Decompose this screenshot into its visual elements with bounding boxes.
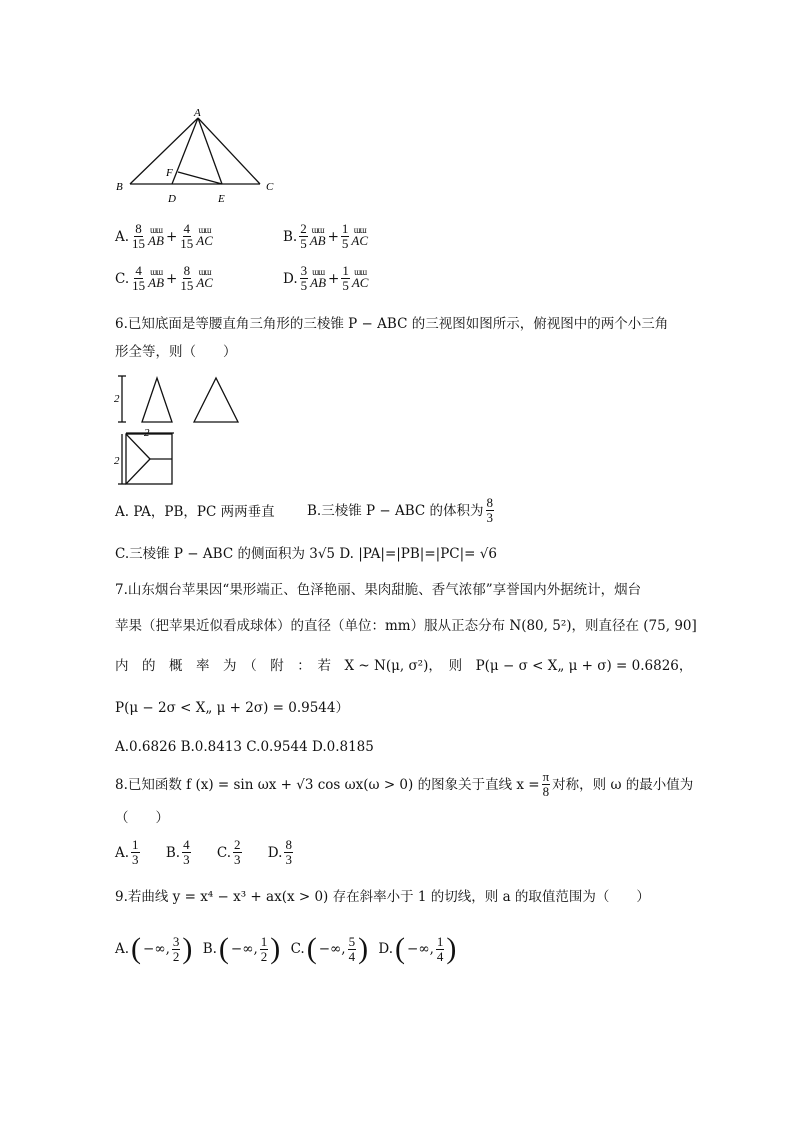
triangle-figure — [112, 106, 282, 206]
dim-height-front: 2 — [114, 393, 120, 405]
q6-stem-line2: 形全等，则（ ） — [115, 344, 237, 360]
label-E: E — [218, 193, 225, 205]
q5-option-a: A. $\frac{8}{15}$ ɯɯ AB + $\frac{4}{15}$ ɯɯ AC — [115, 221, 213, 251]
q8-stem-line1: 8.已知函数 f (x) = sin ωx + √3 cos ωx(ω > 0) 的图象关于直线 x = $\frac{\pi}{8}$ 对称，则 ω 的最小值为 — [115, 769, 694, 799]
q6-option-b: B.三棱锥 P − ABC 的体积为 $\frac{8}{3}$ — [307, 495, 494, 525]
q7-stem-line3: 内 的 概 率 为 （ 附 ： 若 X ~ N(μ, σ²)， 则 P(μ − σ < X„ μ + σ) = 0.6826， — [115, 658, 693, 674]
q7-stem-line1: 7.山东烟台苹果因“果形端正、色泽艳丽、果肉甜脆、香气浓郁”享誉国内外据统计，烟台 — [115, 582, 642, 598]
q7-stem-line4: P(μ − 2σ < X„ μ + 2σ) = 0.9544） — [115, 700, 349, 716]
q5-option-b: B. $\frac{2}{5}$ ɯɯ AB + $\frac{1}{5}$ ɯɯ AC — [283, 221, 369, 251]
q7-stem-line2: 苹果（把苹果近似看成球体）的直径（单位：mm）服从正态分布 N(80, 5²)，则直径在 (75, 90] — [115, 618, 697, 634]
dim-height-top: 2 — [114, 455, 120, 467]
q5-option-c: C. $\frac{4}{15}$ ɯɯ AB + $\frac{8}{15}$ ɯɯ AC — [115, 263, 213, 293]
label-A: A — [194, 107, 201, 119]
q7-options: A.0.6826 B.0.8413 C.0.9544 D.0.8185 — [115, 739, 374, 755]
label-F: F — [166, 167, 173, 179]
q6-stem-line1: 6.已知底面是等腰直角三角形的三棱锥 P − ABC 的三视图如图所示，俯视图中的两个小三角 — [115, 316, 669, 332]
three-view-figure — [112, 370, 252, 490]
label-D: D — [168, 193, 176, 205]
label-B: B — [116, 181, 123, 193]
label-C: C — [266, 181, 274, 193]
q9-options: A. ( −∞, $\frac{3}{2}$ ) B. ( −∞, $\frac{1}{2}$ ) C. ( −∞, $\frac{5}{4}$ ) D. ( −∞, $\frac{1}{4}$ ) — [115, 932, 457, 965]
q9-stem: 9.若曲线 y = x⁴ − x³ + ax(x > 0) 存在斜率小于 1 的切线，则 a 的取值范围为（ ） — [115, 889, 650, 905]
q5-option-d: D. $\frac{3}{5}$ ɯɯ AB + $\frac{1}{5}$ ɯɯ AC — [283, 263, 369, 293]
q6-option-a: A. PA，PB，PC 两两垂直 — [115, 504, 275, 520]
dim-width-top: 2 — [144, 427, 150, 439]
q8-options: A. $\frac{1}{3}$ B. $\frac{4}{3}$ C. $\frac{2}{3}$ D. $\frac{8}{3}$ — [115, 837, 292, 867]
q6-option-c: C.三棱锥 P − ABC 的侧面积为 3√5 D. |PA|=|PB|=|PC|= √6 — [115, 546, 497, 562]
q8-stem-line2: （ ） — [115, 810, 169, 826]
